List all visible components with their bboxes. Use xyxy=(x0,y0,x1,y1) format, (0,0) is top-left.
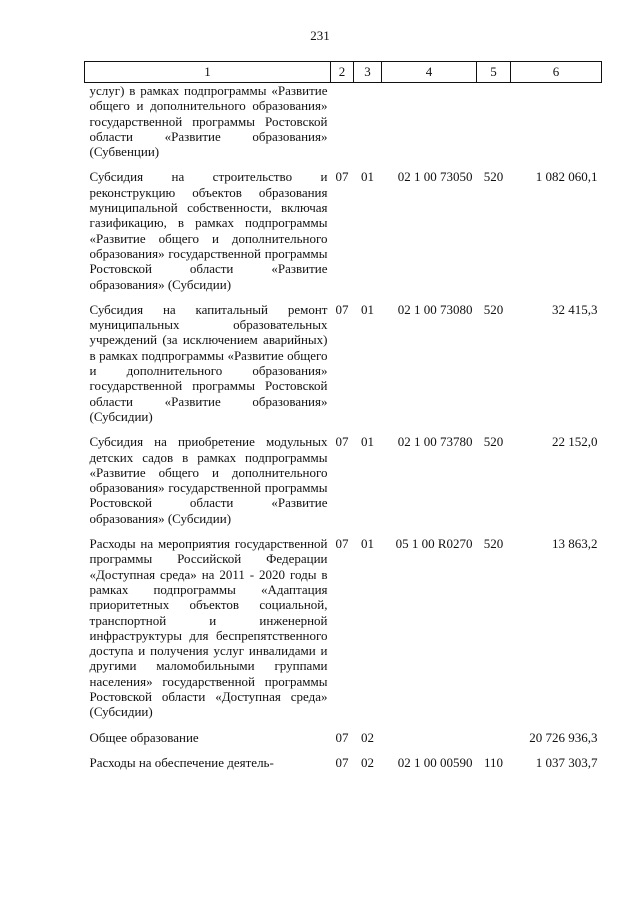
row-expense-type: 520 xyxy=(483,536,504,552)
row-section xyxy=(331,83,354,170)
row-name: Расходы на обеспечение деятель- xyxy=(89,754,274,770)
table-body xyxy=(85,83,602,781)
row-subsection: 01 xyxy=(361,169,374,185)
row-target-article xyxy=(382,83,477,170)
row-section: 07 xyxy=(335,754,349,770)
table-row xyxy=(85,536,602,730)
row-subsection: 01 xyxy=(361,536,374,552)
row-target-article xyxy=(382,730,477,755)
budget-table xyxy=(84,61,602,780)
row-expense-type: 110 xyxy=(483,754,504,770)
column-header-3: 3 xyxy=(354,62,382,83)
row-section: 07 xyxy=(335,729,349,745)
row-amount: 1 037 303,7 xyxy=(535,754,598,770)
page-number: 231 xyxy=(310,28,330,43)
header-row xyxy=(85,62,602,83)
table-row xyxy=(85,169,602,301)
row-target-article: 02 1 00 73050 xyxy=(397,169,473,185)
table-row xyxy=(85,730,602,755)
row-name: Расходы на мероприятия государственной программы Российской Федерации «Доступная среда» на 2011 - 2020 годы в рамках подпрограммы «Адаптация приоритетных объектов социальной, транспортной и инженерной инфраструктуры для беспрепятственного доступа и получения услуг инвалидами и другими маломобильными группами населения» государственной программы Ростовской области «Доступная среда» (Субсидии) xyxy=(89,536,328,720)
row-amount: 1 082 060,1 xyxy=(535,169,598,185)
table-row xyxy=(85,302,602,434)
table-header xyxy=(85,62,602,83)
row-subsection: 02 xyxy=(361,754,374,770)
row-section: 07 xyxy=(335,434,349,450)
row-amount: 32 415,3 xyxy=(552,301,598,317)
row-amount: 13 863,2 xyxy=(552,536,598,552)
table-row xyxy=(85,755,602,780)
row-section: 07 xyxy=(335,301,349,317)
row-amount xyxy=(511,83,602,170)
table-row xyxy=(85,434,602,536)
row-name: услуг) в рамках подпрограммы «Развитие общего и дополнительного образования» государственной программы Ростовской области «Развитие образования» (Субвенции) xyxy=(89,83,328,160)
column-header-4: 4 xyxy=(382,62,477,83)
row-expense-type: 520 xyxy=(483,169,504,185)
row-expense-type xyxy=(477,83,511,170)
row-section: 07 xyxy=(335,536,349,552)
row-name: Субсидия на приобретение модульных детских садов в рамках подпрограммы «Развитие общего и дополнительного образования» государственной программы Ростовской области «Развитие образования» (Субсидии) xyxy=(89,434,328,526)
row-name: Субсидия на капитальный ремонт муниципальных образовательных учреждений (за исключением аварийных) в рамках подпрограммы «Развитие общего и дополнительного образования» государственной программы Ростовской области «Развитие образования» (Субсидии) xyxy=(89,301,328,424)
row-amount: 20 726 936,3 xyxy=(529,729,598,745)
row-target-article: 02 1 00 73780 xyxy=(397,434,473,450)
row-subsection xyxy=(354,83,382,170)
row-target-article: 05 1 00 R0270 xyxy=(395,536,473,552)
column-header-1: 1 xyxy=(85,62,331,83)
row-expense-type: 520 xyxy=(483,301,504,317)
row-expense-type xyxy=(477,730,511,755)
row-subsection: 01 xyxy=(361,434,374,450)
row-target-article: 02 1 00 00590 xyxy=(397,754,473,770)
row-name: Субсидия на строительство и реконструкцию объектов образования муниципальной собственности, включая газификацию, в рамках подпрограммы «Развитие общего и дополнительного образования» государственной программы Ростовской области «Развитие образования» (Субсидии) xyxy=(89,169,328,292)
column-header-2: 2 xyxy=(331,62,354,83)
row-subsection: 01 xyxy=(361,301,374,317)
column-header-6: 6 xyxy=(511,62,602,83)
row-subsection: 02 xyxy=(361,729,374,745)
table-row xyxy=(85,83,602,170)
row-target-article: 02 1 00 73080 xyxy=(397,301,473,317)
row-section: 07 xyxy=(335,169,349,185)
row-expense-type: 520 xyxy=(483,434,504,450)
row-name: Общее образование xyxy=(89,729,199,745)
column-header-5: 5 xyxy=(477,62,511,83)
row-amount: 22 152,0 xyxy=(552,434,598,450)
